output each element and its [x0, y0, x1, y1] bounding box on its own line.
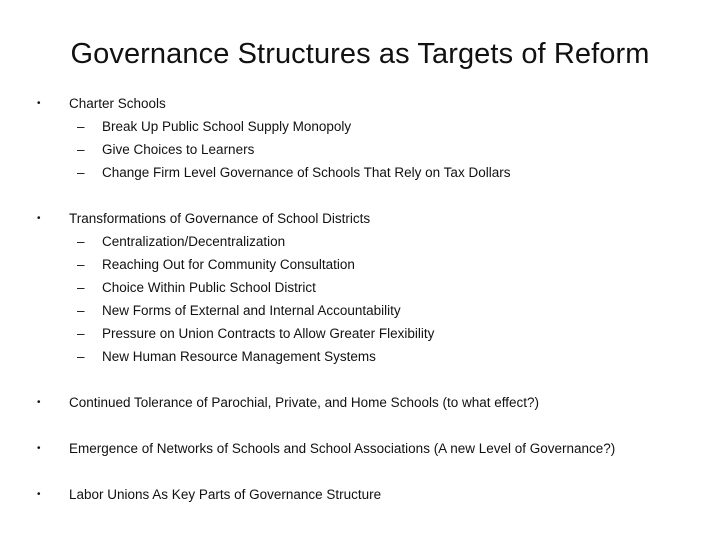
dash-marker: –: [77, 234, 85, 249]
sub-list: [0, 115, 720, 184]
sub-item: [0, 253, 720, 276]
sub-item: [0, 161, 720, 184]
dash-marker: –: [77, 349, 85, 364]
sub-item-text: New Human Resource Management Systems: [102, 349, 376, 364]
dash-marker: –: [77, 280, 85, 295]
sub-item-text: New Forms of External and Internal Accountability: [102, 303, 401, 318]
sub-item-text: Reaching Out for Community Consultation: [102, 257, 355, 272]
sub-list: [0, 230, 720, 368]
sub-item: [0, 276, 720, 299]
bullet-marker: •: [37, 213, 41, 224]
sub-item: [0, 299, 720, 322]
sub-item: [0, 322, 720, 345]
slide-title: Governance Structures as Targets of Reform: [70, 38, 650, 70]
dash-marker: –: [77, 165, 85, 180]
sub-item-text: Break Up Public School Supply Monopoly: [102, 119, 352, 134]
sub-item-text: Choice Within Public School District: [102, 280, 316, 295]
bullet-marker: •: [37, 443, 41, 454]
sub-item: [0, 345, 720, 368]
dash-marker: –: [77, 326, 85, 341]
sub-item: [0, 138, 720, 161]
sub-item-text: Pressure on Union Contracts to Allow Greater Flexibility: [102, 326, 435, 341]
dash-marker: –: [77, 257, 85, 272]
sub-item-text: Give Choices to Learners: [102, 142, 255, 157]
dash-marker: –: [77, 142, 85, 157]
dash-marker: –: [77, 119, 85, 134]
bullet-text: Emergence of Networks of Schools and School Associations (A new Level of Governance?): [69, 441, 616, 456]
sub-item-text: Change Firm Level Governance of Schools That Rely on Tax Dollars: [102, 165, 511, 180]
bullet-marker: •: [37, 98, 41, 109]
sub-item: [0, 230, 720, 253]
bullet-text: Transformations of Governance of School Districts: [69, 211, 371, 226]
bullet-text: Labor Unions As Key Parts of Governance Structure: [69, 487, 382, 502]
bullet-text: Continued Tolerance of Parochial, Private, and Home Schools (to what effect?): [69, 395, 540, 410]
bullet-text: Charter Schools: [69, 96, 166, 111]
sub-item: [0, 115, 720, 138]
bullet-marker: •: [37, 489, 41, 500]
dash-marker: –: [77, 303, 85, 318]
sub-item-text: Centralization/Decentralization: [102, 234, 286, 249]
bullet-marker: •: [37, 397, 41, 408]
